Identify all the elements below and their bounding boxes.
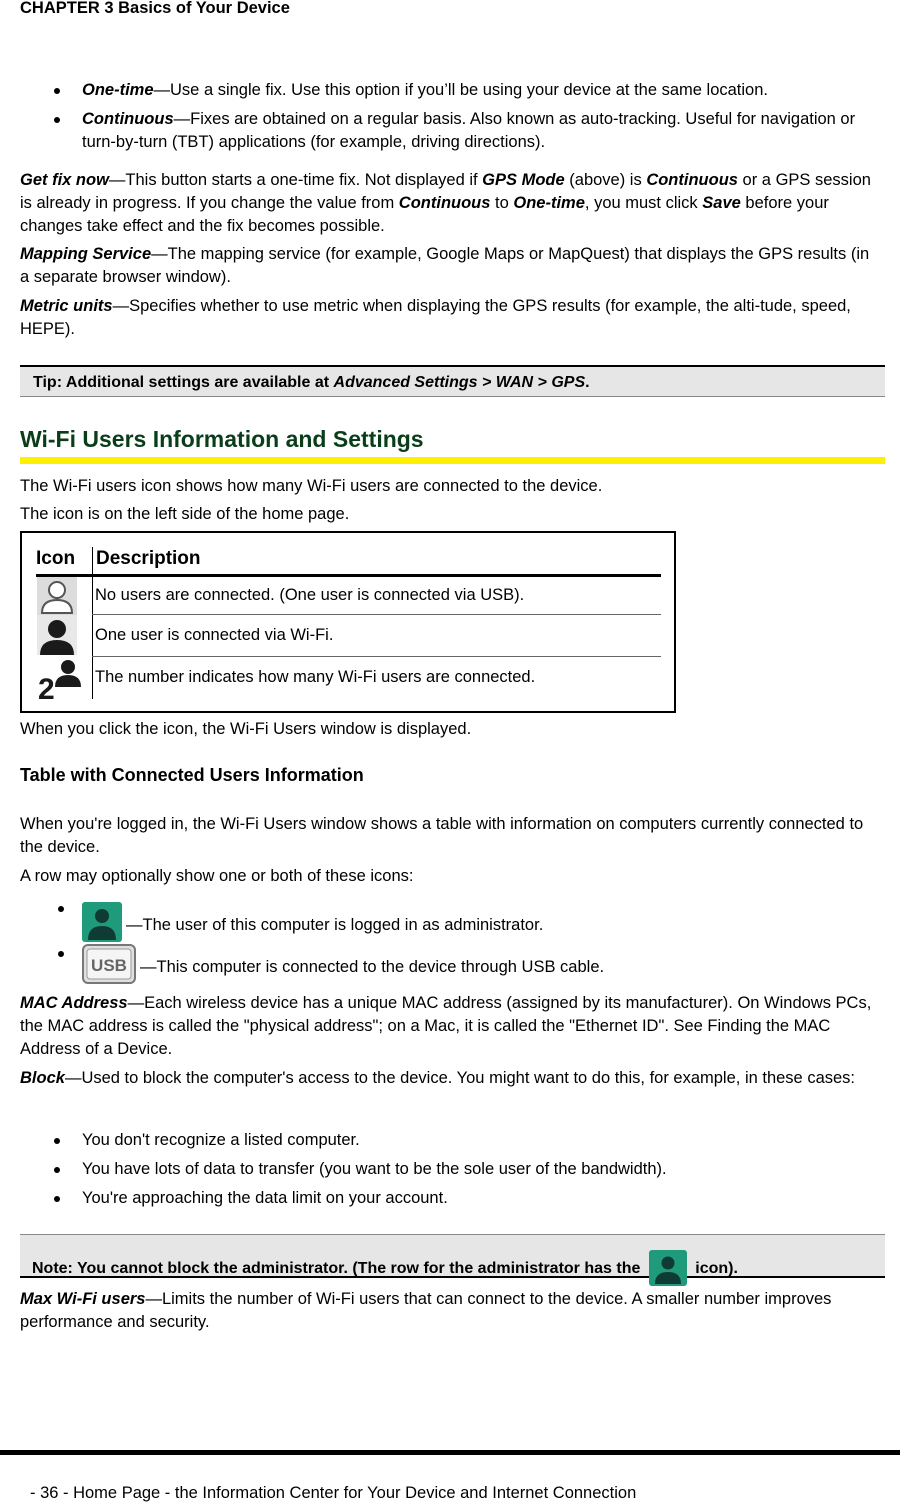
note-box: Note: You cannot block the administrator. (The row for the administrator has the icon).: [20, 1234, 885, 1278]
term-label: Continuous: [82, 110, 174, 128]
list-item: Continuous—Fixes are obtained on a regular basis. Also known as auto-tracking. Useful for navigation or turn-by-turn (TBT) applications (for example, driving directions).: [58, 108, 878, 154]
block-paragraph: Block—Used to block the computer's access to the device. You might want to do this, for example, in these cases:: [20, 1069, 856, 1087]
after-table-paragraph: When you click the icon, the Wi-Fi Users window is displayed.: [20, 720, 472, 738]
table-cell-description: The number indicates how many Wi-Fi users are connected.: [95, 668, 536, 686]
list-item: You have lots of data to transfer (you want to be the sole user of the bandwidth).: [58, 1158, 878, 1181]
admin-user-icon: [649, 1250, 687, 1286]
metric-units-paragraph: Metric units—Specifies whether to use metric when displaying the GPS results (for example, the alti-tude, speed, HEPE).: [20, 297, 851, 338]
bullet-dot: [58, 906, 64, 912]
user-count-badge: 2: [38, 673, 55, 701]
get-fix-paragraph: Get fix now—This button starts a one-time fix. Not displayed if GPS Mode (above) is Continuous or a GPS session is already in progress. If you change the value from Continuous to One-time, you must click Save before your changes take effect and the fix becomes possible.: [20, 171, 871, 235]
heading-underline: [20, 457, 885, 464]
tip-path: Advanced Settings > WAN > GPS: [333, 374, 586, 391]
table-column-rule: [92, 547, 93, 699]
page-footer: - 36 - Home Page - the Information Center for Your Device and Internet Connection: [30, 1484, 637, 1502]
icon-bullet-text: —This computer is connected to the device through USB cable.: [140, 958, 605, 976]
table-cell-description: No users are connected. (One user is connected via USB).: [95, 586, 525, 604]
table-cell-description: One user is connected via Wi-Fi.: [95, 626, 334, 644]
user-solid-icon: [37, 615, 77, 655]
subsection-paragraph-2: A row may optionally show one or both of these icons:: [20, 867, 414, 885]
usb-icon: [82, 944, 136, 984]
list-item: One-time—Use a single fix. Use this option if you’ll be using your device at the same location.: [58, 79, 878, 102]
icon-bullet-text: —The user of this computer is logged in as administrator.: [126, 916, 544, 934]
footer-rule: [0, 1450, 900, 1455]
list-item: You're approaching the data limit on your account.: [58, 1187, 878, 1210]
section-intro-2: The icon is on the left side of the home page.: [20, 505, 350, 523]
section-title: Wi-Fi Users Information and Settings: [20, 426, 424, 452]
table-header-rule: [36, 574, 661, 577]
user-outline-icon: [37, 577, 77, 617]
chapter-header: CHAPTER 3 Basics of Your Device: [20, 0, 290, 17]
table-row-rule: [92, 656, 661, 657]
mac-address-paragraph: MAC Address—Each wireless device has a unique MAC address (assigned by its manufacturer). On Windows PCs, the MAC address is called the "physical address"; on a Mac, it is called the "Ethernet ID". See Finding the MAC Address of a Device.: [20, 994, 872, 1058]
admin-user-icon: [82, 902, 122, 942]
subsection-title: Table with Connected Users Information: [20, 765, 364, 785]
max-users-paragraph: Max Wi-Fi users—Limits the number of Wi-Fi users that can connect to the device. A smaller number improves performance and security.: [20, 1290, 832, 1331]
mapping-service-paragraph: Mapping Service—The mapping service (for example, Google Maps or MapQuest) that displays the GPS results (in a separate browser window).: [20, 245, 870, 286]
subsection-paragraph-1: When you're logged in, the Wi-Fi Users window shows a table with information on computers currently connected to the device.: [20, 815, 864, 856]
term-label: One-time: [82, 81, 154, 99]
list-item: You don't recognize a listed computer.: [58, 1129, 878, 1152]
table-header-icon: Icon: [36, 548, 76, 569]
bullet-dot: [58, 951, 64, 957]
table-row-rule: [92, 614, 661, 615]
user-count-icon: [37, 657, 77, 701]
usb-icon-label: USB: [91, 956, 127, 975]
tip-box: Tip: Additional settings are available at Advanced Settings > WAN > GPS.: [20, 365, 885, 397]
table-header-description: Description: [96, 548, 201, 569]
section-intro-1: The Wi-Fi users icon shows how many Wi-Fi users are connected to the device.: [20, 477, 603, 495]
